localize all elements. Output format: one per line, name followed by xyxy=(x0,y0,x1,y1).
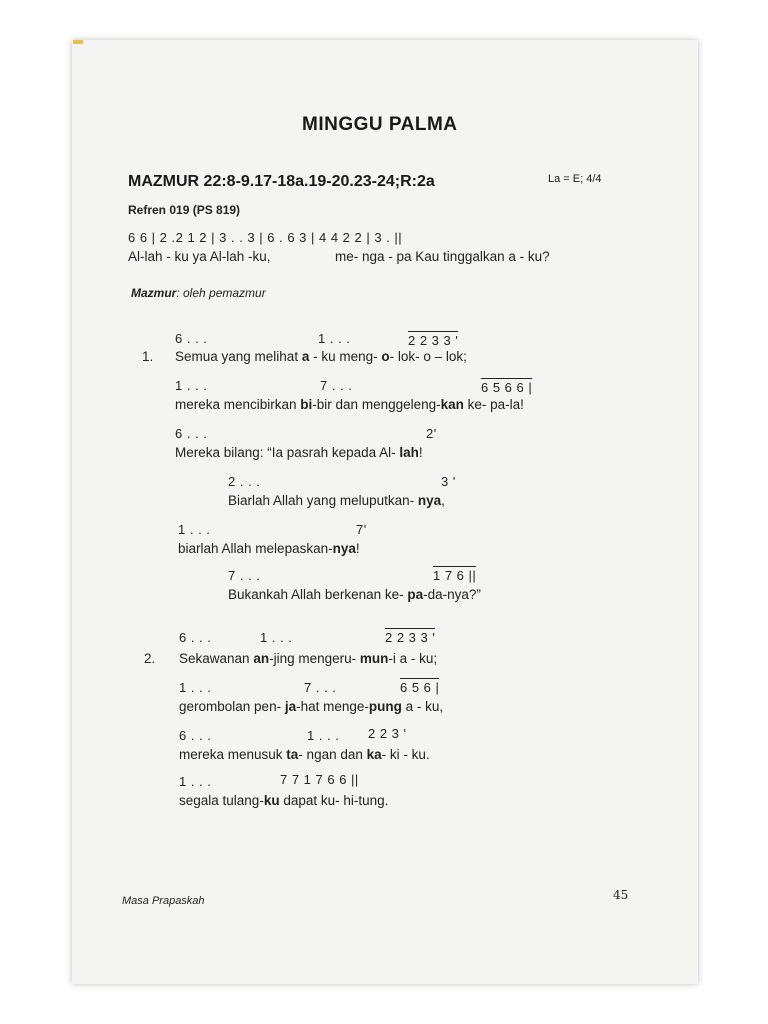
notation: 1 . . . xyxy=(175,378,208,393)
lyric-line xyxy=(175,349,467,364)
notation: 2 2 3 ' xyxy=(368,726,407,741)
lyric-line xyxy=(179,651,437,666)
verse-number: 2. xyxy=(144,651,156,666)
lyric-text: Biarlah Allah yang meluputkan- xyxy=(228,493,418,508)
lyric-accent: nya xyxy=(417,493,442,508)
lyric-text: ! xyxy=(355,541,360,556)
psalm-reference: MAZMUR 22:8-9.17-18a.19-20.23-24;R:2a xyxy=(128,173,435,190)
notation: 7 7 1 7 6 6 || xyxy=(280,772,359,787)
lyric-accent: a xyxy=(301,349,310,364)
notation: 6 . . . xyxy=(175,426,208,441)
lyric-accent: pa xyxy=(407,587,424,602)
lyric-accent: ka xyxy=(366,747,382,762)
lyric-text: segala tulang- xyxy=(179,793,264,808)
notation: 6 5 6 6 | xyxy=(481,380,533,395)
lyric-text: -i a - ku; xyxy=(388,651,438,666)
lyric-accent: an xyxy=(253,651,270,666)
page-number: 45 xyxy=(613,888,629,902)
lyric-text: - ki - ku. xyxy=(381,747,430,762)
lyric-text: mereka mencibirkan xyxy=(175,397,301,412)
key-signature: La = E; 4/4 xyxy=(548,173,602,185)
notation: 1 . . . xyxy=(318,331,351,346)
notation: 2 2 3 3 ' xyxy=(408,333,459,348)
notation: 2 2 3 3 ' xyxy=(385,630,436,645)
lyric-accent: ku xyxy=(263,793,280,808)
lyric-text: dapat ku- hi-tung. xyxy=(279,793,389,808)
lyric-text: ! xyxy=(418,445,423,460)
mazmur-label: Mazmur xyxy=(131,286,177,300)
notation: 6 . . . xyxy=(179,728,212,743)
highlight-mark xyxy=(73,40,83,44)
mazmur-note: : oleh pemazmur xyxy=(176,286,266,300)
refrain-lyric-part1: Al-lah - ku ya Al-lah -ku, xyxy=(128,249,271,264)
lyric-text: -jing mengeru- xyxy=(269,651,360,666)
notation: 1 . . . xyxy=(179,680,212,695)
lyric-accent: o xyxy=(381,349,390,364)
footer-section-title: Masa Prapaskah xyxy=(122,895,205,907)
lyric-accent: pung xyxy=(368,699,402,714)
lyric-accent: bi xyxy=(300,397,313,412)
lyric-text: - ngan dan xyxy=(298,747,367,762)
refrain-lyric-part2: me- nga - pa Kau tinggalkan a - ku? xyxy=(335,249,550,264)
lyric-accent: nya xyxy=(332,541,356,556)
notation: 6 . . . xyxy=(179,630,212,645)
lyric-text: a - ku, xyxy=(401,699,444,714)
notation: 1 7 6 || xyxy=(433,568,477,583)
notation: 2 . . . xyxy=(228,474,261,489)
notation: 1 . . . xyxy=(178,522,211,537)
refrain-label: Refren 019 (PS 819) xyxy=(128,203,241,217)
notation: 6 . . . xyxy=(175,331,208,346)
lyric-accent: kan xyxy=(440,397,464,412)
notation: 7 . . . xyxy=(228,568,261,583)
lyric-line xyxy=(175,397,524,412)
lyric-line xyxy=(178,541,360,556)
lyric-line xyxy=(179,747,430,762)
lyric-text: biarlah Allah melepaskan- xyxy=(178,541,333,556)
lyric-text: -da-nya?” xyxy=(423,587,481,602)
lyric-text: Semua yang melihat xyxy=(175,349,302,364)
lyric-line xyxy=(179,699,443,714)
lyric-text: mereka menusuk xyxy=(179,747,287,762)
lyric-text: Sekawanan xyxy=(179,651,254,666)
refrain-notation: 6 6 | 2 .2 1 2 | 3 . . 3 | 6 . 6 3 | 4 4 2 2 | 3 . || xyxy=(128,230,403,245)
notation: 1 . . . xyxy=(260,630,293,645)
lyric-text: -hat menge- xyxy=(296,699,369,714)
lyric-line xyxy=(175,445,423,460)
lyric-line xyxy=(179,793,388,808)
verse-number: 1. xyxy=(142,349,154,364)
notation: 7 . . . xyxy=(320,378,353,393)
lyric-text: , xyxy=(441,493,445,508)
lyric-accent: lah xyxy=(399,445,419,460)
notation: 2' xyxy=(426,426,437,441)
notation: 1 . . . xyxy=(307,728,340,743)
lyric-line xyxy=(228,493,445,508)
lyric-accent: mun xyxy=(359,651,389,666)
lyric-text: -bir dan menggeleng- xyxy=(312,397,441,412)
lyric-text: gerombolan pen- xyxy=(179,699,285,714)
lyric-text: - lok- o – lok; xyxy=(389,349,467,364)
notation: 3 ' xyxy=(441,474,456,489)
page-title: MINGGU PALMA xyxy=(302,114,458,135)
notation: 6 5 6 | xyxy=(400,680,440,695)
notation: 7' xyxy=(356,522,367,537)
mazmur-info xyxy=(131,286,266,300)
lyric-text: ke- pa-la! xyxy=(463,397,524,412)
notation: 7 . . . xyxy=(304,680,337,695)
notation: 1 . . . xyxy=(179,774,212,789)
lyric-accent: ta xyxy=(286,747,299,762)
lyric-text: Bukankah Allah berkenan ke- xyxy=(228,587,408,602)
lyric-text: Mereka bilang: “Ia pasrah kepada Al- xyxy=(175,445,400,460)
lyric-line xyxy=(228,587,481,602)
lyric-text: - ku meng- xyxy=(309,349,382,364)
lyric-accent: ja xyxy=(284,699,297,714)
